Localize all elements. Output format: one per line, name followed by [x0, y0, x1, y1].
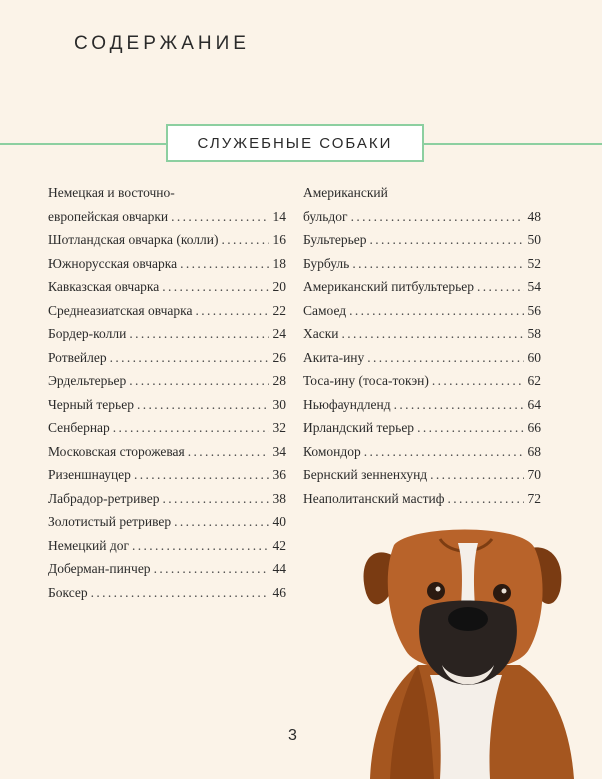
toc-entry-title: Самоед [303, 302, 347, 318]
toc-entry-title: Среднеазиатская овчарка [48, 302, 193, 318]
toc-entry-page: 30 [272, 396, 286, 412]
toc-entry[interactable] [303, 463, 541, 487]
leader-dots [129, 322, 269, 346]
toc-entry-title: Тоса-ину (тоса-токэн) [303, 373, 429, 388]
toc-entry[interactable] [303, 228, 541, 252]
toc-entry[interactable] [48, 487, 286, 511]
toc-entry-title: Боксер [48, 584, 88, 600]
leader-dots [154, 557, 269, 581]
toc-entry[interactable] [48, 393, 286, 417]
toc-column-left [48, 181, 286, 604]
toc-entry-page: 50 [527, 232, 541, 247]
toc-entry-title: Золотистый ретривер [48, 514, 172, 529]
leader-dots [222, 228, 270, 252]
toc-entry-page: 58 [527, 326, 541, 341]
toc-entry-page: 42 [272, 537, 286, 553]
toc-entry[interactable] [303, 299, 541, 323]
toc-entry-page: 34 [272, 443, 286, 459]
toc-entry[interactable] [48, 369, 286, 393]
toc-entry-title: Доберман-пинчер [48, 561, 151, 576]
leader-dots [430, 463, 524, 487]
toc-entry[interactable] [303, 252, 541, 276]
toc-entry-page: 52 [527, 255, 541, 271]
toc-entry[interactable] [48, 440, 286, 464]
toc-entry[interactable] [48, 322, 286, 346]
toc-entry-page: 46 [272, 584, 286, 600]
leader-dots [342, 322, 524, 346]
leader-dots [196, 299, 270, 323]
toc-entry-line1: Американский [303, 185, 388, 200]
leader-dots [432, 369, 524, 393]
toc-entry-title: Ризеншнауцер [48, 467, 131, 482]
leader-dots [134, 463, 269, 487]
leader-dots [477, 275, 524, 299]
toc-entry-title: Ирландский терьер [303, 420, 415, 435]
toc-entry-title: бульдог [303, 208, 348, 224]
toc-entry[interactable] [48, 252, 286, 276]
leader-dots [349, 299, 524, 323]
leader-dots [129, 369, 269, 393]
toc-entry-title: Хаски [303, 326, 339, 341]
leader-dots [132, 534, 269, 558]
page-number: 3 [288, 727, 297, 744]
toc-entry-page: 16 [272, 232, 286, 247]
toc-entry-page: 18 [272, 255, 286, 271]
leader-dots [174, 510, 269, 534]
section-heading-label: СЛУЖЕБНЫЕ СОБАКИ [197, 134, 393, 152]
leader-dots [180, 252, 269, 276]
leader-dots [352, 252, 524, 276]
page-title: СОДЕРЖАНИЕ [74, 33, 250, 54]
leader-dots [351, 205, 524, 229]
toc-entry-title: Черный терьер [48, 396, 134, 412]
toc-entry-title: Ньюфаундленд [303, 396, 391, 412]
toc-entry-page: 54 [527, 279, 541, 294]
toc-entry-title: Бультерьер [303, 232, 367, 247]
toc-entry-title: Ротвейлер [48, 349, 107, 365]
toc-entry-page: 72 [527, 490, 541, 506]
toc-entry[interactable] [303, 369, 541, 393]
toc-entry[interactable] [303, 346, 541, 370]
toc-entry-page: 60 [527, 349, 541, 365]
toc-entry-page: 40 [272, 514, 286, 529]
leader-dots [171, 205, 269, 229]
toc-entry[interactable] [303, 393, 541, 417]
toc-entry-page: 70 [527, 467, 541, 482]
toc-entry[interactable] [48, 416, 286, 440]
toc-entry-page: 24 [272, 326, 286, 341]
toc-entry[interactable] [48, 205, 286, 229]
toc-entry[interactable] [48, 463, 286, 487]
toc-entry-page: 22 [272, 302, 286, 318]
toc-entry[interactable] [48, 534, 286, 558]
toc-entry[interactable] [303, 322, 541, 346]
toc-entry[interactable] [48, 275, 286, 299]
toc-entry-page: 48 [527, 208, 541, 224]
toc-entry-page: 32 [272, 420, 286, 435]
toc-entry[interactable] [303, 205, 541, 229]
toc-entry-page: 44 [272, 561, 286, 576]
leader-dots [367, 346, 524, 370]
toc-entry-title: Московская сторожевая [48, 443, 185, 459]
toc-entry[interactable] [303, 416, 541, 440]
leader-dots [188, 440, 269, 464]
leader-dots [417, 416, 524, 440]
toc-entry-page: 20 [272, 279, 286, 294]
toc-entry-title: Шотландская овчарка (колли) [48, 232, 219, 247]
section-heading [166, 124, 424, 162]
toc-entry-page: 68 [527, 443, 541, 459]
toc-entry[interactable] [303, 275, 541, 299]
toc-entry-page: 26 [272, 349, 286, 365]
toc-entry[interactable] [48, 510, 286, 534]
boxer-dog-photo [330, 515, 602, 779]
leader-dots [447, 487, 524, 511]
toc-entry-title: европейская овчарки [48, 208, 169, 224]
toc-entry-title: Комондор [303, 443, 361, 459]
toc-entry-page: 64 [527, 396, 541, 412]
leader-dots [162, 487, 269, 511]
toc-entry-title: Эрдельтерьер [48, 373, 127, 388]
toc-entry[interactable] [48, 557, 286, 581]
toc-entry-line1: Немецкая и восточно- [48, 185, 175, 200]
leader-dots [137, 393, 269, 417]
toc-entry-title: Неаполитанский мастиф [303, 490, 445, 506]
leader-dots [162, 275, 269, 299]
toc-entry[interactable] [303, 440, 541, 464]
toc-entry[interactable] [48, 228, 286, 252]
leader-dots [110, 346, 269, 370]
toc-entry-page: 36 [272, 467, 286, 482]
toc-entry[interactable] [48, 346, 286, 370]
toc-entry-title: Немецкий дог [48, 537, 130, 553]
toc-entry-title: Акита-ину [303, 349, 365, 365]
toc-entry-page: 66 [527, 420, 541, 435]
toc-entry-page: 14 [272, 208, 286, 224]
toc-entry-title: Южнорусская овчарка [48, 255, 178, 271]
leader-dots [394, 393, 524, 417]
toc-column-right [303, 181, 541, 510]
toc-entry-page: 28 [272, 373, 286, 388]
toc-entry-title: Американский питбультерьер [303, 279, 474, 294]
toc-entry-title: Сенбернар [48, 420, 110, 435]
toc-entry-title: Бурбуль [303, 255, 350, 271]
leader-dots [113, 416, 269, 440]
toc-entry-page: 38 [272, 490, 286, 506]
toc-entry-page: 56 [527, 302, 541, 318]
toc-entry-title: Лабрадор-ретривер [48, 490, 160, 506]
toc-entry-page: 62 [527, 373, 541, 388]
leader-dots [370, 228, 525, 252]
leader-dots [91, 581, 269, 605]
toc-entry[interactable] [48, 299, 286, 323]
toc-entry-title: Кавказская овчарка [48, 279, 160, 294]
toc-entry[interactable] [48, 581, 286, 605]
toc-entry-title: Бернский зенненхунд [303, 467, 428, 482]
toc-entry[interactable] [303, 487, 541, 511]
toc-entry-title: Бордер-колли [48, 326, 127, 341]
leader-dots [364, 440, 524, 464]
